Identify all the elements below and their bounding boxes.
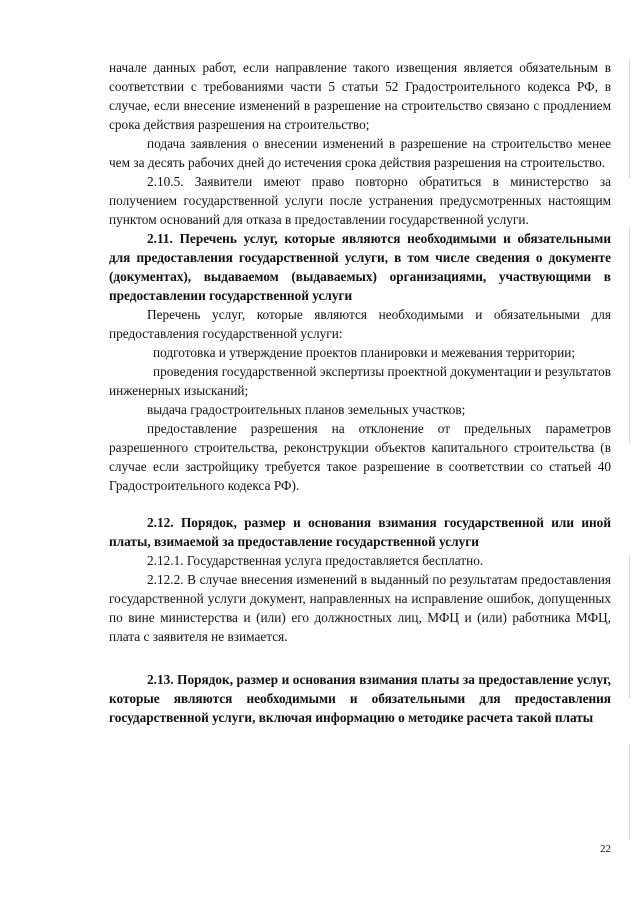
- page-number: 22: [600, 843, 611, 855]
- list-item-urban-plans: выдача градостроительных планов земельных участков;: [147, 402, 466, 417]
- list-item-deviation-permit: предоставление разрешения на отклонение от предельных параметров разрешенного строительства, реконструкции объектов капитального строительства (в случае если застройщику требуется такое разрешение в соответствии со статьей 40 Градостроительного кодекса РФ).: [109, 421, 611, 493]
- scan-margin-line: [629, 60, 630, 178]
- scan-margin-line: [629, 556, 630, 698]
- paragraph-2-10-5: 2.10.5. Заявители имеют право повторно обратиться в министерство за получением государственной услуги после устранения предусмотренных настоящим пунктом оснований для отказа в предоставлении государственной услуги.: [109, 174, 611, 227]
- section-heading-2-12: 2.12. Порядок, размер и основания взимания государственной или иной платы, взимаемой за предоставление государственной услуги: [109, 515, 611, 549]
- document-body: [109, 58, 611, 727]
- paragraph-continuation: начале данных работ, если направление такого извещения является обязательным в соответствии с требованиями части 5 статьи 52 Градостроительного кодекса РФ, в случае, если внесение изменений в разрешение на строительство связано с продлением срока действия разрешения на строительство;: [109, 60, 611, 132]
- list-item-expertise: проведения государственной экспертизы проектной документации и результатов инженерных изысканий;: [109, 364, 611, 398]
- list-item-planning: подготовка и утверждение проектов планировки и межевания территории;: [153, 345, 576, 360]
- scan-margin-line: [629, 228, 630, 443]
- paragraph-2-12-2: 2.12.2. В случае внесения изменений в выданный по результатам предоставления государственной услуги документ, направленных на исправление ошибок, допущенных по вине министерства и (или) его должностных лиц, МФЦ и (или) работника МФЦ, плата с заявителя не взимается.: [109, 572, 611, 644]
- paragraph-2-12-1: 2.12.1. Государственная услуга предоставляется бесплатно.: [147, 553, 484, 568]
- section-heading-2-11: 2.11. Перечень услуг, которые являются необходимыми и обязательными для предоставления государственной услуги, в том числе сведения о документе (документах), выдаваемом (выдаваемых) организациями, участвующими в предоставлении государственной услуги: [109, 231, 611, 303]
- paragraph-application-deadline: подача заявления о внесении изменений в разрешение на строительство менее чем за десять рабочих дней до истечения срока действия разрешения на строительство.: [109, 136, 611, 170]
- scan-margin-line: [629, 745, 630, 840]
- paragraph-services-list-intro: Перечень услуг, которые являются необходимыми и обязательными для предоставления государственной услуги:: [109, 307, 611, 341]
- section-heading-2-13: 2.13. Порядок, размер и основания взимания платы за предоставление услуг, которые являются необходимыми и обязательными для предоставления государственной услуги, включая информацию о методике расчета такой платы: [109, 672, 611, 725]
